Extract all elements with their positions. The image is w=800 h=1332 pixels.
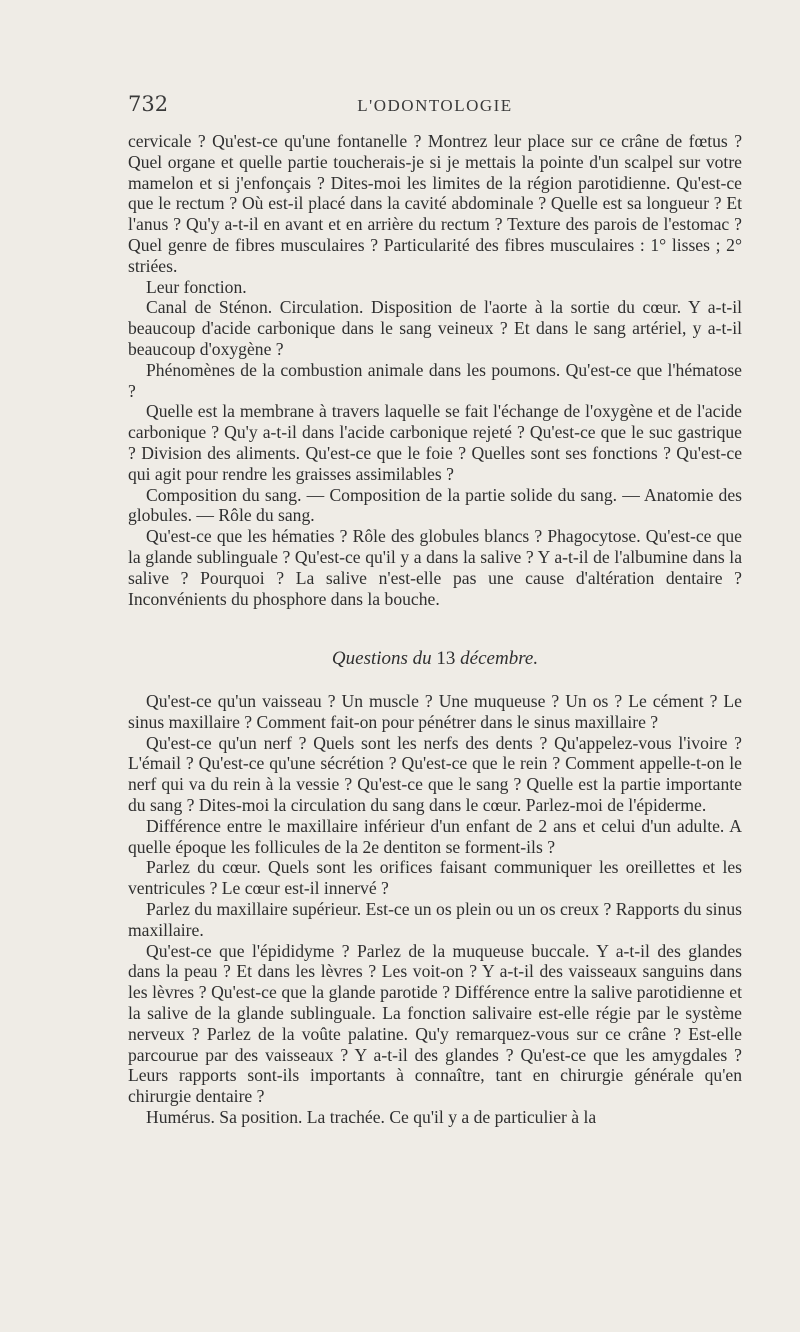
body-text-bottom [128,691,742,1128]
page-number: 732 [128,92,169,116]
paragraph: Composition du sang. — Composition de la partie solide du sang. — Anatomie des globules. — Rôle du sang. [128,484,742,526]
paragraph: Quelle est la membrane à travers laquelle se fait l'échange de l'oxygène et de l'acide carbonique ? Qu'y a-t-il dans l'acide carbonique rejeté ? Qu'est-ce que le suc gastrique ? Division des aliments. Qu'est-ce que le foie ? Quelles sont ses fonctions ? Qu'est-ce qui agit pour rendre les graisses assimilables ? [128,401,742,484]
section-heading-number: 13 [436,648,456,669]
section-heading-prefix: Questions du [331,648,437,669]
paragraph: Différence entre le maxillaire inférieur d'un enfant de 2 ans et celui d'un adulte. A quelle époque les follicules de la 2e dentiton se forment-ils ? [128,815,742,857]
paragraph: Humérus. Sa position. La trachée. Ce qu'il y a de particulier à la [146,1106,597,1127]
body-text-top [128,131,742,609]
paragraph: Qu'est-ce que les hématies ? Rôle des globules blancs ? Phagocytose. Qu'est-ce que la glande sublinguale ? Qu'est-ce qu'il y a dans la salive ? Y a-t-il de l'albumine dans la salive ? Pourquoi ? La salive n'est-elle pas une cause d'altération dentaire ? Inconvénients du phosphore dans la bouche. [128,526,742,609]
paragraph: Parlez du maxillaire supérieur. Est-ce un os plein ou un os creux ? Rapports du sinus maxillaire. [128,898,742,940]
section-heading-suffix: décembre. [455,648,539,669]
page-header [128,92,742,122]
paragraph: Qu'est-ce qu'un vaisseau ? Un muscle ? Une muqueuse ? Un os ? Le cément ? Le sinus maxillaire ? Comment fait-on pour pénétrer dans le sinus maxillaire ? [128,691,742,732]
paragraph: Parlez du cœur. Quels sont les orifices faisant communiquer les oreillettes et les ventricules ? Le cœur est-il innervé ? [128,857,742,899]
paragraph: Leur fonction. [146,276,247,297]
paragraph: Phénomènes de la combustion animale dans les poumons. Qu'est-ce que l'hématose ? [128,359,742,401]
section-heading [128,648,742,670]
paragraph: Canal de Sténon. Circulation. Disposition de l'aorte à la sortie du cœur. Y a-t-il beaucoup d'acide carbonique dans le sang veineux ? Et dans le sang artériel, y a-t-il beaucoup d'oxygène ? [128,297,742,359]
running-title: L'ODONTOLOGIE [357,96,513,115]
paragraph: cervicale ? Qu'est-ce qu'une fontanelle ? Montrez leur place sur ce crâne de fœtus ? Quel organe et quelle partie toucherais-je si je mettais la pointe d'un scalpel sur votre mamelon et si j'enfonçais ? Dites-moi les limites de la région parotidienne. Qu'est-ce que le rectum ? Où est-il placé dans la cavité abdominale ? Quelle est sa longueur ? Et l'anus ? Qu'y a-t-il en avant et en arrière du rectum ? Texture des parois de l'estomac ? Quel genre de fibres musculaires ? Particularité des fibres musculaires : 1° lisses ; 2° striées. [128,131,742,276]
paragraph: Qu'est-ce qu'un nerf ? Quels sont les nerfs des dents ? Qu'appelez-vous l'ivoire ? L'émail ? Qu'est-ce qu'une sécrétion ? Qu'est-ce que le rein ? Comment appelle-t-on le nerf qui va du rein à la vessie ? Qu'est-ce que le sang ? Quelle est la partie importante du sang ? Dites-moi la circulation du sang dans le cœur. Parlez-moi de l'épiderme. [128,732,742,815]
paragraph: Qu'est-ce que l'épididyme ? Parlez de la muqueuse buccale. Y a-t-il des glandes dans la peau ? Et dans les lèvres ? Les voit-on ? Y a-t-il des vaisseaux sanguins dans les lèvres ? Qu'est-ce que la glande parotide ? Différence entre la salive parotidienne et la salive de la glande sublinguale. La fonction salivaire est-elle régie par le système nerveux ? Parlez de la voûte palatine. Qu'y remarquez-vous sur ce crâne ? Est-elle parcourue par des vaisseaux ? Y a-t-il des glandes ? Qu'est-ce que les amygdales ? Leurs rapports sont-ils importants à connaître, tant en chirurgie générale qu'en chirurgie dentaire ? [128,940,742,1107]
